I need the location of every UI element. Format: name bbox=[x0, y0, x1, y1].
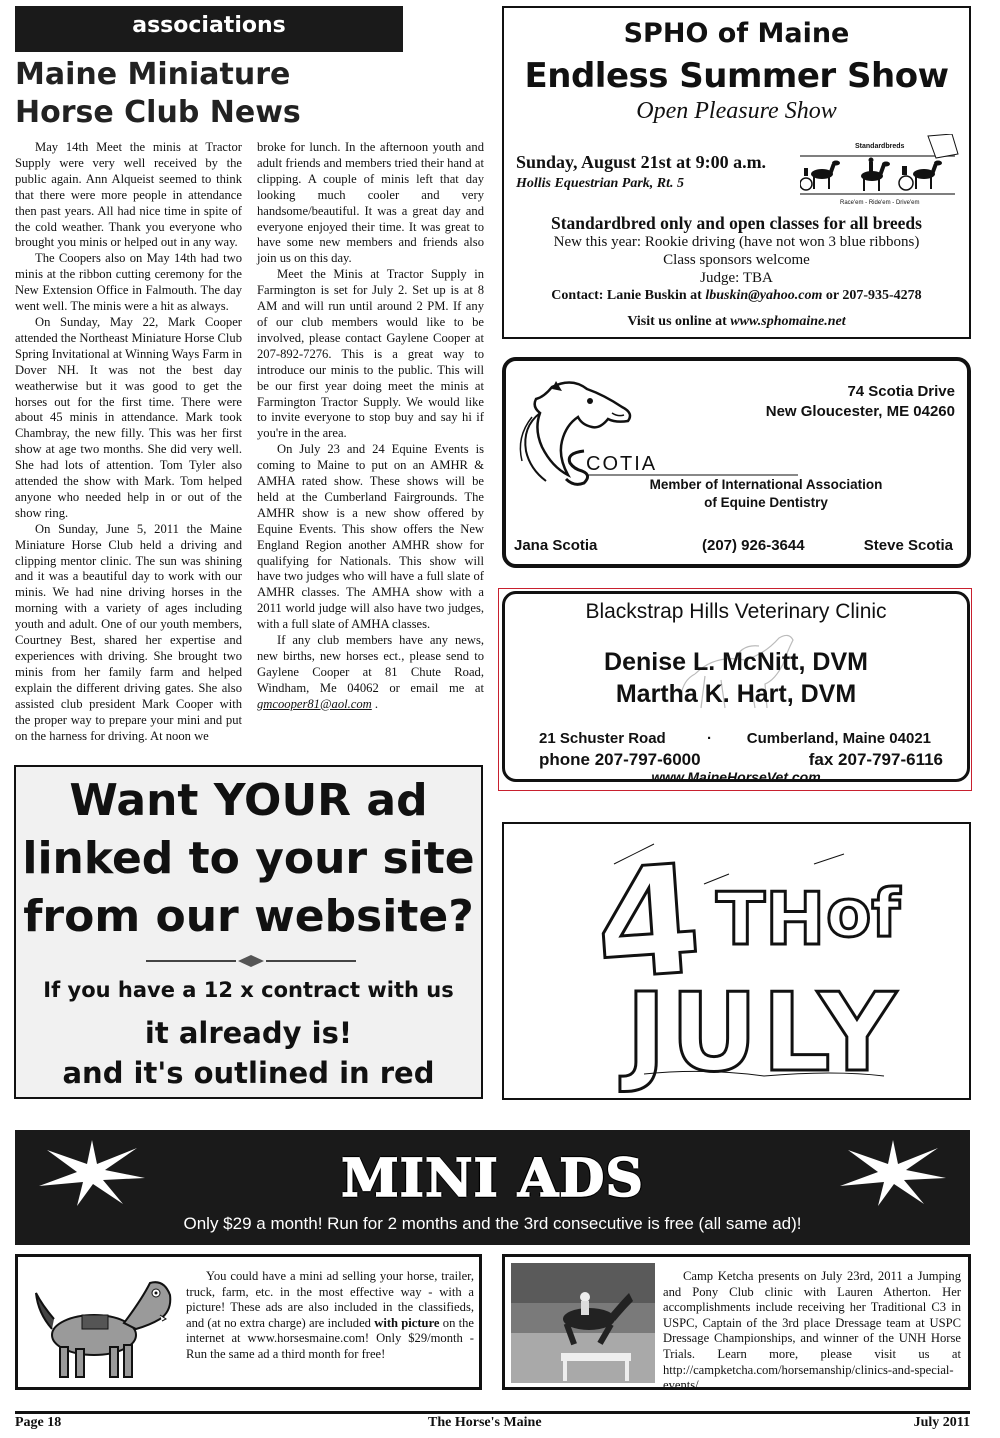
scotia-ad bbox=[502, 357, 971, 568]
mini-ad-2-body: Camp Ketcha presents on July 23rd, 2011 a Jumping and Pony Club clinic with Lauren Atherton. Her accomplishments include receiving her Traditional C3 in USPC, Captain of the 3rd place Dressage team at USPC Dressage Championships, and winner of the UNH Horse Trials. Learn more, please visit us at http://campketcha.com/horsemanship/clinics-and-special-events/ bbox=[663, 1269, 961, 1393]
vet-phone: phone 207-797-6000 bbox=[539, 750, 701, 769]
scotia-address-2: New Gloucester, ME 04260 bbox=[765, 403, 955, 420]
want-ad-line-5: it already is! bbox=[144, 1016, 353, 1050]
vet-fax: fax 207-797-6116 bbox=[808, 750, 943, 769]
want-ad-promo bbox=[14, 765, 483, 1099]
contact-end: . bbox=[371, 696, 379, 711]
article-title-line-2: Horse Club News bbox=[15, 95, 301, 130]
scotia-address-1: 74 Scotia Drive bbox=[847, 383, 955, 400]
july-th: TH bbox=[716, 877, 826, 961]
want-ad-line-1: Want YOUR ad bbox=[69, 775, 428, 826]
july-of: of bbox=[826, 875, 901, 952]
article-column-2 bbox=[257, 140, 484, 713]
scotia-member-line-2: of Equine Dentistry bbox=[704, 495, 828, 510]
spho-new-this-year: New this year: Rookie driving (have not won 3 blue ribbons) bbox=[553, 234, 920, 250]
mini-ad-1-bold: with picture bbox=[374, 1315, 440, 1330]
contact-email-link[interactable]: lbuskin@yahoo.com bbox=[705, 288, 823, 303]
section-tag: associations bbox=[15, 6, 403, 52]
spho-judge: Judge: TBA bbox=[700, 270, 773, 286]
spho-title: SPHO of Maine bbox=[623, 18, 850, 49]
scotia-name-1: Jana Scotia bbox=[514, 537, 598, 554]
mini-ad-1 bbox=[15, 1254, 482, 1390]
vet-ad[interactable] bbox=[498, 588, 972, 791]
article-paragraph-contact bbox=[257, 633, 484, 713]
july-july: JULY bbox=[626, 971, 901, 1096]
mini-ads-tagline: Only $29 a month! Run for 2 months and the 3rd consecutive is free (all same ad)! bbox=[183, 1214, 802, 1233]
scotia-logo-word: COTIA bbox=[586, 453, 658, 475]
contact-prefix: Contact: Lanie Buskin at bbox=[551, 288, 706, 303]
mini-ad-1-text-b: on the internet at www.horsesmaine.com! Only $29/month - Run the same ad a third month for free! bbox=[186, 1315, 475, 1361]
want-ad-line-3: from our website? bbox=[23, 891, 474, 942]
article-paragraph: Meet the Minis at Tractor Supply in Farmington is set for July 2. Set up is at 8 AM and will run until around 2 PM. If any of our club members would like to be involved, please contact Gaylene Cooper at 207-892-7276. This is a great way to introduce our minis to the public. This will be our first year doing meet the minis at Farmington Tractor Supply. We would like to invite everyone to stop buy and say hi if you're in the area. bbox=[257, 267, 484, 441]
footer-date: July 2011 bbox=[913, 1415, 970, 1430]
footer-publication: The Horse's Maine bbox=[428, 1415, 542, 1430]
article-title bbox=[15, 56, 485, 132]
contact-text: If any club members have any news, new births, new horses ect., please send to Gaylene Cooper at 81 Chute Road, Windham, Me 04062 or email me at bbox=[257, 633, 484, 695]
mini-ad-2-text bbox=[663, 1269, 961, 1394]
scotia-name-2: Steve Scotia bbox=[863, 537, 953, 554]
mini-ad-2 bbox=[502, 1254, 971, 1393]
vet-city: Cumberland, Maine 04021 bbox=[746, 730, 931, 747]
email-link[interactable]: gmcooper81@aol.com bbox=[257, 696, 372, 711]
clinic-name: Blackstrap Hills Veterinary Clinic bbox=[585, 600, 887, 623]
contact-suffix: or 207-935-4278 bbox=[822, 288, 922, 303]
spho-ad bbox=[502, 6, 971, 339]
spho-website-link[interactable]: www.sphomaine.net bbox=[730, 314, 846, 329]
article-paragraph: broke for lunch. In the afternoon youth and adult friends and members tried their hand at clipping. A couple of minis left that day looking much cooler and very handsome/beautiful. It was a great day and everyone enjoyed their time. It was great to have some new members and friends also join us on this day. bbox=[257, 140, 484, 266]
want-ad-line-4: If you have a 12 x contract with us bbox=[43, 978, 454, 1002]
logo-bottom-text: Race'em - Ride'em - Drive'em bbox=[840, 200, 920, 206]
want-ad-line-6: and it's outlined in red bbox=[62, 1056, 435, 1090]
july-4: 4 bbox=[590, 832, 707, 1014]
article-paragraph: May 14th Meet the minis at Tractor Supply were very well received by the public again. Ann Alqueist seemed to think that there were more people in attendance then past years. All had nice time in spite of the cold weather. Thank you everyone who brought you minis or helped out in any way. bbox=[15, 140, 242, 250]
spho-sponsors: Class sponsors welcome bbox=[663, 252, 810, 268]
doctor-1: Denise L. McNitt, DVM bbox=[604, 648, 868, 676]
fourth-of-july-illustration bbox=[502, 822, 971, 1100]
mini-ad-1-text bbox=[186, 1269, 474, 1363]
vet-website-link[interactable]: www.MaineHorseVet.com bbox=[651, 769, 821, 785]
article-paragraph: On July 23 and 24 Equine Events is coming to Maine to put on an AMHR & AMHA rated show. These shows will be held at the Cumberland Fairgrounds. The AMHR show is a new show offered by Equine Events. This show offers the New England Region another AMHR show for qualifying for Nationals. This show will have two judges who will have a full slate of AMHR classes. The AMHA show with a 2011 world judge will also have two judges, with a full slate of AMHA classes. bbox=[257, 442, 484, 632]
spho-subtitle: Open Pleasure Show bbox=[636, 98, 837, 124]
scotia-phone: (207) 926-3644 bbox=[702, 537, 805, 554]
riding-horse-icon bbox=[861, 158, 890, 192]
diamond-divider-icon bbox=[146, 953, 356, 969]
logo-top-text: Standardbreds bbox=[855, 143, 905, 150]
mini-ads-banner bbox=[15, 1130, 970, 1245]
jumping-photo-icon bbox=[511, 1263, 655, 1383]
cartoon-horse-icon bbox=[24, 1263, 174, 1383]
sulky-horse-icon bbox=[800, 161, 840, 191]
spho-contact bbox=[504, 288, 969, 304]
footer-rule bbox=[15, 1411, 970, 1414]
cart-horse-icon bbox=[899, 161, 942, 191]
article-title-line-1: Maine Miniature bbox=[15, 57, 291, 92]
spho-classes: Standardbred only and open classes for all breeds bbox=[551, 213, 922, 233]
want-ad-line-2: linked to your site bbox=[22, 833, 475, 884]
article-paragraph: On Sunday, May 22, Mark Cooper attended the Northeast Miniature Horse Club Spring Invitational at Winning Ways Farm in Dover NH. It was not the best day weatherwise but it was good to get the horses out for the first time. There were about 45 minis in attendance. Mark took Chambray, the new filly. This was her first show at age two months. She did very well. She had lots of attention. Tom Tyler also attended the show with Mark. Tom helped anyone who needed help in or out of the show ring. bbox=[15, 314, 242, 520]
spho-venue: Hollis Equestrian Park, Rt. 5 bbox=[516, 176, 685, 191]
mini-ad-1-text-a: You could have a mini ad selling your horse, trailer, truck, farm, etc. in the most effective way - with a picture! These ads are also included in the classifieds, and (at no extra charge) are included bbox=[186, 1269, 474, 1330]
vet-separator: · bbox=[707, 730, 712, 747]
mini-ads-title: MINI ADS bbox=[341, 1148, 644, 1209]
standardbreds-logo bbox=[800, 134, 960, 208]
doctor-2: Martha K. Hart, DVM bbox=[615, 680, 857, 708]
footer-page: Page 18 bbox=[15, 1415, 62, 1430]
article-paragraph: The Coopers also on May 14th had two minis at the ribbon cutting ceremony for the New Extension Office in Falmouth. The day went well. The minis were a hit as always. bbox=[15, 251, 242, 314]
article-column-1 bbox=[15, 140, 242, 744]
spho-show-name: Endless Summer Show bbox=[524, 56, 949, 96]
spho-visit bbox=[504, 314, 969, 330]
visit-prefix: Visit us online at bbox=[627, 314, 731, 329]
scotia-member-line-1: Member of International Association bbox=[649, 477, 883, 492]
spho-date: Sunday, August 21st at 9:00 a.m. bbox=[516, 152, 767, 172]
vet-road: 21 Schuster Road bbox=[539, 730, 666, 747]
vet-ad-frame bbox=[502, 591, 970, 785]
article-paragraph: On Sunday, June 5, 2011 the Maine Miniature Horse Club held a driving and clipping mentor clinic. The sun was shining and it was a beautiful day to work with our minis. We had nine driving horses in the morning with a variety of ages including youth and adult. One of our youth members, Courtney Best, shared her expertise and experiences with driving. She brought two minis from her family farm and helped explain the different driving gates. She also assisted club president Mark Cooper with the proper way to prepare your mini and put on the harness for driving. At noon we bbox=[15, 521, 242, 743]
